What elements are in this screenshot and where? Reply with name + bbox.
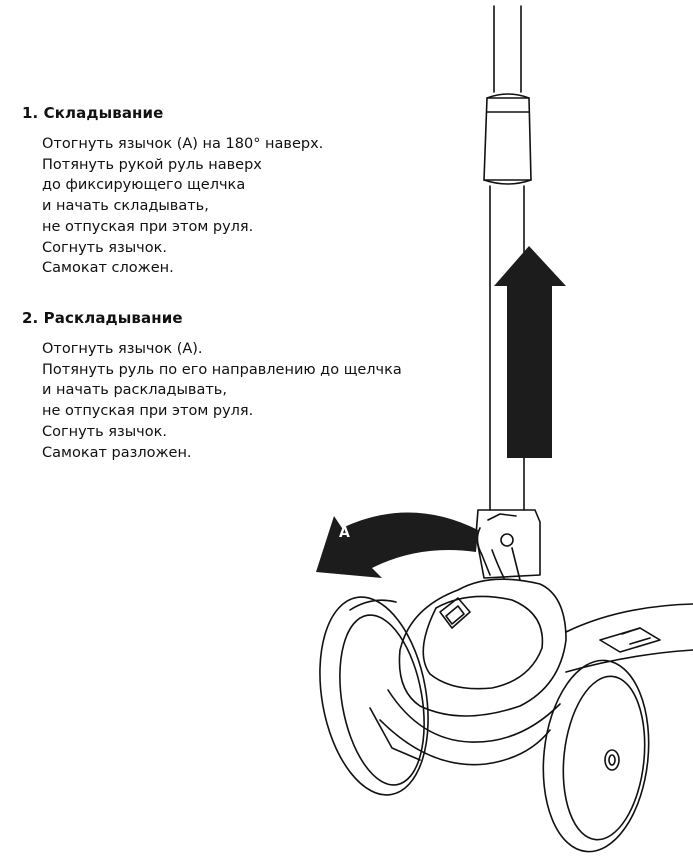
- callout-label-a: A: [339, 525, 350, 541]
- folding-step: и начать складывать,: [42, 198, 209, 215]
- unfolding-step: и начать раскладывать,: [42, 382, 227, 399]
- right-front-wheel: [534, 655, 657, 857]
- folding-clamp: [476, 510, 540, 580]
- folding-heading: 1. Складывание: [22, 104, 164, 122]
- arrow-up-icon: [494, 246, 566, 458]
- unfolding-heading: 2. Раскладывание: [22, 309, 183, 327]
- folding-step: Потянуть рукой руль наверх: [42, 156, 262, 173]
- curved-arrow-icon: [316, 512, 478, 578]
- folding-step: Отогнуть язычок (А) на 180° наверх.: [42, 136, 324, 152]
- folding-step: Согнуть язычок.: [42, 239, 167, 256]
- unfolding-step: Согнуть язычок.: [42, 423, 167, 440]
- folding-step: до фиксирующего щелчка: [42, 177, 246, 194]
- left-front-wheel: [305, 588, 442, 803]
- unfolding-step: Потянуть руль по его направлению до щелчка: [42, 361, 402, 378]
- folding-step: не отпуская при этом руля.: [42, 218, 254, 235]
- unfolding-step: Отогнуть язычок (А).: [42, 341, 203, 357]
- unfolding-step: Самокат разложен.: [42, 444, 192, 461]
- unfolding-step: не отпуская при этом руля.: [42, 403, 254, 420]
- folding-step: Самокат сложен.: [42, 260, 174, 277]
